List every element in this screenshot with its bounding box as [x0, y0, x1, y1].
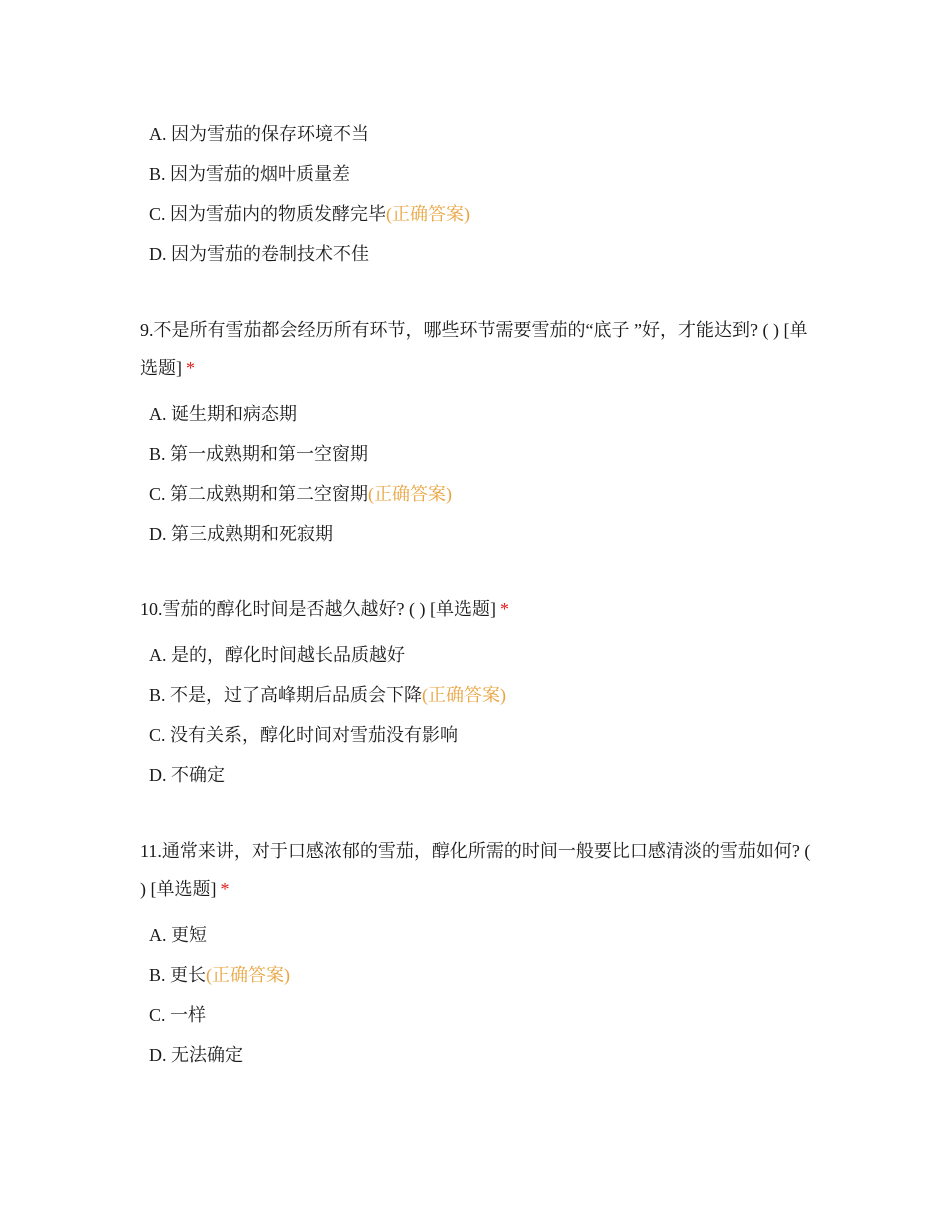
correct-answer-label: (正确答案): [368, 484, 453, 504]
option-c: C. 第二成熟期和第二空窗期(正确答案): [149, 484, 453, 504]
option-list: [140, 394, 820, 554]
required-mark: *: [186, 358, 195, 378]
option-d: D. 第三成熟期和死寂期: [149, 524, 333, 544]
option-c: C. 没有关系，醇化时间对雪茄没有影响: [149, 725, 459, 745]
option-b: B. 不是，过了高峰期后品质会下降(正确答案): [149, 685, 507, 705]
correct-answer-label: (正确答案): [422, 685, 507, 705]
option-b: B. 因为雪茄的烟叶质量差: [149, 164, 351, 184]
option-a: A. 诞生期和病态期: [149, 404, 297, 424]
question-title: 10.雪茄的醇化时间是否越久越好? ( ) [单选题] *: [140, 599, 509, 619]
option-list: [140, 635, 820, 795]
question-9: [140, 311, 820, 554]
option-d: D. 因为雪茄的卷制技术不佳: [149, 244, 369, 264]
question-10: [140, 590, 820, 795]
correct-answer-label: (正确答案): [386, 204, 471, 224]
option-c: C. 一样: [149, 1005, 207, 1025]
correct-answer-label: (正确答案): [206, 965, 291, 985]
option-a: A. 更短: [149, 925, 207, 945]
question-8-options: [140, 114, 820, 274]
question-11: [140, 832, 820, 1075]
required-mark: *: [220, 879, 230, 899]
question-title: 9.不是所有雪茄都会经历所有环节，哪些环节需要雪茄的“底子 ”好，才能达到? ( ) [单选题] *: [140, 320, 808, 378]
required-mark: *: [499, 599, 509, 619]
option-a: A. 是的，醇化时间越长品质越好: [149, 645, 405, 665]
option-d: D. 无法确定: [149, 1045, 243, 1065]
question-title: 11.通常来讲，对于口感浓郁的雪茄，醇化所需的时间一般要比口感清淡的雪茄如何? ( ) [单选题] *: [140, 841, 811, 899]
option-b: B. 更长(正确答案): [149, 965, 291, 985]
option-c: C. 因为雪茄内的物质发酵完毕(正确答案): [149, 204, 471, 224]
option-list: [140, 915, 820, 1075]
option-d: D. 不确定: [149, 765, 225, 785]
option-list: [140, 114, 820, 274]
option-b: B. 第一成熟期和第一空窗期: [149, 444, 369, 464]
option-a: A. 因为雪茄的保存环境不当: [149, 124, 369, 144]
